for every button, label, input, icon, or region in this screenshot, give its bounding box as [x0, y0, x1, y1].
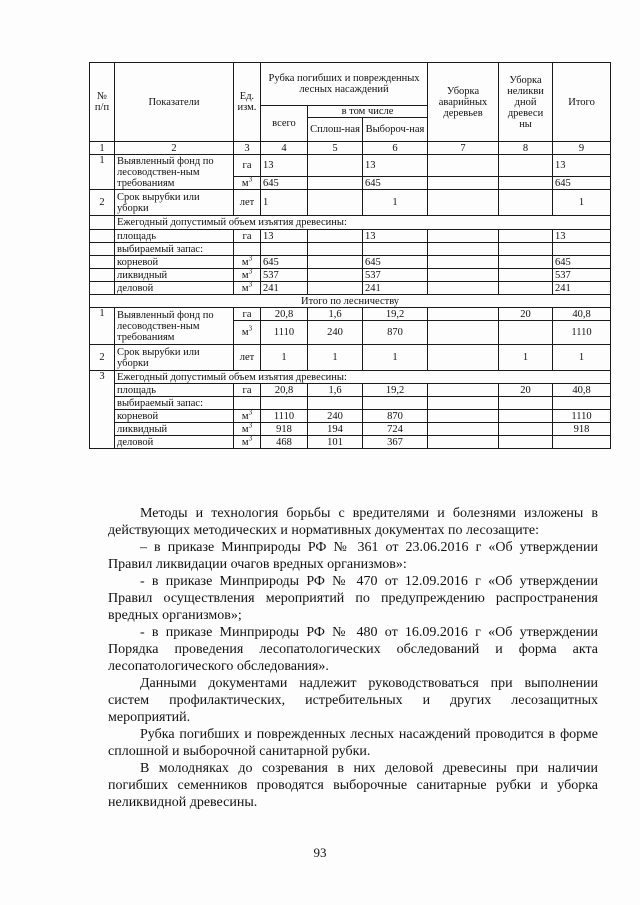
- table-row: [90, 155, 611, 177]
- unit-cell: га: [234, 308, 261, 321]
- value-cell: 13: [363, 230, 428, 243]
- header-salvage: Уборка аварийных деревьев: [428, 63, 499, 142]
- unit-text: м: [241, 436, 249, 448]
- row-num: [90, 216, 115, 230]
- value-cell: 1: [363, 345, 428, 371]
- paragraph: Рубка погибших и поврежденных лесных насаждений проводится в форме сплошной и выборочной санитарной рубки.: [108, 727, 598, 759]
- table-row: [90, 243, 611, 256]
- page-number: 93: [313, 845, 327, 860]
- value-cell: 40,8: [553, 308, 611, 321]
- paragraph: - в приказе Минприроды РФ № 480 от 16.09.2016 г «Об утверждении Порядка проведения лесопатологических обследований и форма акта лесопатологического обследования».: [108, 625, 598, 674]
- value-cell: [428, 436, 499, 449]
- value-cell: 367: [363, 436, 428, 449]
- value-cell: 1: [261, 190, 308, 216]
- unit-cell: га: [234, 230, 261, 243]
- row-label: площадь: [115, 384, 234, 397]
- row-label: площадь: [115, 230, 234, 243]
- unit-cell: лет: [234, 345, 261, 371]
- row-num: 1: [90, 308, 115, 345]
- value-cell: 40,8: [553, 384, 611, 397]
- value-cell: [428, 155, 499, 177]
- value-cell: [308, 269, 363, 282]
- value-cell: 101: [308, 436, 363, 449]
- value-cell: [308, 397, 363, 410]
- row-num: [90, 230, 115, 243]
- value-cell: [308, 256, 363, 269]
- paragraph: – в приказе Минприроды РФ № 361 от 23.06.2016 г «Об утверждении Правил ликвидации очагов вредных организмов»:: [108, 540, 598, 572]
- value-cell: 870: [363, 321, 428, 345]
- unit-text: м: [241, 423, 249, 435]
- header-clear: Сплош-ная: [308, 118, 363, 142]
- paragraph: Данными документами надлежит руководствоваться при выполнении систем профилактических, истребительных и других лесозащитных мероприятий.: [108, 676, 598, 725]
- value-cell: [553, 397, 611, 410]
- header-indicator: Показатели: [115, 63, 234, 142]
- table-row: [90, 230, 611, 243]
- unit-cell: [234, 256, 261, 269]
- col-number: 3: [234, 142, 261, 155]
- row-label: ликвидный: [115, 423, 234, 436]
- row-label: корневой: [115, 256, 234, 269]
- row-label: корневой: [115, 410, 234, 423]
- value-cell: 1,6: [308, 308, 363, 321]
- table-row: [90, 410, 611, 423]
- value-cell: 537: [553, 269, 611, 282]
- unit-text: м: [241, 256, 249, 268]
- row-label: деловой: [115, 436, 234, 449]
- value-cell: 13: [363, 155, 428, 177]
- table-row: [90, 216, 611, 230]
- value-cell: [499, 190, 553, 216]
- value-cell: 13: [261, 155, 308, 177]
- row-num: [90, 269, 115, 282]
- header-selective: Выбороч-ная: [363, 118, 428, 142]
- unit-cell: [234, 436, 261, 449]
- value-cell: 1: [308, 345, 363, 371]
- value-cell: 645: [261, 256, 308, 269]
- value-cell: [363, 397, 428, 410]
- value-cell: 645: [363, 256, 428, 269]
- value-cell: [499, 230, 553, 243]
- header-total: всего: [261, 106, 308, 142]
- value-cell: 19,2: [363, 308, 428, 321]
- row-num: 3: [90, 371, 115, 449]
- value-cell: 468: [261, 436, 308, 449]
- value-cell: [499, 321, 553, 345]
- value-cell: 13: [553, 155, 611, 177]
- body-text: [108, 505, 598, 811]
- row-label: Выявленный фонд по лесоводствен-ным требованиям: [115, 155, 234, 190]
- unit-superscript: 3: [248, 176, 253, 183]
- value-cell: [553, 436, 611, 449]
- value-cell: 537: [363, 269, 428, 282]
- table-row: [90, 269, 611, 282]
- value-cell: [428, 243, 499, 256]
- unit-cell: [234, 423, 261, 436]
- row-label: Срок вырубки или уборки: [115, 345, 234, 371]
- value-cell: [499, 155, 553, 177]
- unit-cell: га: [234, 155, 261, 177]
- row-num: [90, 282, 115, 295]
- table-row: [90, 256, 611, 269]
- value-cell: 1: [261, 345, 308, 371]
- unit-cell: [234, 282, 261, 295]
- col-number: 6: [363, 142, 428, 155]
- row-label: Выявленный фонд по лесоводствен-ным требованиям: [115, 308, 234, 345]
- value-cell: 241: [363, 282, 428, 295]
- value-cell: 20: [499, 384, 553, 397]
- row-label: выбираемый запас:: [115, 243, 234, 256]
- value-cell: [428, 190, 499, 216]
- annual-volume-label: Ежегодный допустимый объем изъятия древесины:: [115, 216, 611, 230]
- value-cell: [308, 190, 363, 216]
- paragraph: В молодняках до созревания в них деловой древесины при наличии погибших семенников проводятся выборочные санитарные рубки и уборка неликвидной древесины.: [108, 761, 598, 810]
- header-itogo: Итого: [553, 63, 611, 142]
- value-cell: 20: [499, 308, 553, 321]
- value-cell: [363, 243, 428, 256]
- unit-superscript: 3: [248, 255, 253, 262]
- table-row: [90, 190, 611, 216]
- header-including: в том числе: [308, 106, 428, 118]
- value-cell: 240: [308, 321, 363, 345]
- value-cell: [499, 282, 553, 295]
- col-number: 5: [308, 142, 363, 155]
- value-cell: 870: [363, 410, 428, 423]
- col-number: 1: [90, 142, 115, 155]
- value-cell: 645: [553, 177, 611, 190]
- col-number: 8: [499, 142, 553, 155]
- row-label: выбираемый запас:: [115, 397, 234, 410]
- unit-cell: [234, 177, 261, 190]
- value-cell: [499, 243, 553, 256]
- value-cell: 241: [553, 282, 611, 295]
- value-cell: [553, 243, 611, 256]
- value-cell: 241: [261, 282, 308, 295]
- table-row: [90, 308, 611, 321]
- value-cell: 1: [553, 190, 611, 216]
- value-cell: [428, 308, 499, 321]
- value-cell: [308, 177, 363, 190]
- value-cell: [499, 436, 553, 449]
- unit-superscript: 3: [248, 268, 253, 275]
- header-nonmerch: Уборка неликви дной древеси ны: [499, 63, 553, 142]
- table-row: [90, 282, 611, 295]
- value-cell: 1: [499, 345, 553, 371]
- value-cell: 1: [363, 190, 428, 216]
- value-cell: 13: [553, 230, 611, 243]
- subtotal-row: [90, 295, 611, 308]
- value-cell: [308, 282, 363, 295]
- unit-superscript: 3: [248, 435, 253, 442]
- table-row: [90, 397, 611, 410]
- row-num: 2: [90, 190, 115, 216]
- value-cell: 194: [308, 423, 363, 436]
- unit-cell: лет: [234, 190, 261, 216]
- unit-text: м: [241, 410, 249, 422]
- value-cell: [499, 410, 553, 423]
- col-number: 7: [428, 142, 499, 155]
- value-cell: [499, 423, 553, 436]
- value-cell: 724: [363, 423, 428, 436]
- value-cell: 645: [553, 256, 611, 269]
- value-cell: [308, 155, 363, 177]
- paragraph: Методы и технология борьбы с вредителями и болезнями изложены в действующих методических и нормативных документах по лесозащите:: [108, 506, 598, 538]
- unit-cell: га: [234, 384, 261, 397]
- value-cell: [428, 230, 499, 243]
- row-num: 2: [90, 345, 115, 371]
- value-cell: [428, 397, 499, 410]
- value-cell: 1110: [553, 321, 611, 345]
- value-cell: 918: [261, 423, 308, 436]
- value-cell: 918: [553, 423, 611, 436]
- unit-cell: [234, 243, 261, 256]
- table-row: [90, 384, 611, 397]
- value-cell: 1110: [261, 321, 308, 345]
- paragraph: - в приказе Минприроды РФ № 470 от 12.09.2016 г «Об утверждении Правил осуществления мероприятий по предупреждению распространения вредных организмов»;: [108, 574, 598, 623]
- value-cell: 645: [363, 177, 428, 190]
- value-cell: [428, 269, 499, 282]
- unit-superscript: 3: [248, 281, 253, 288]
- col-number: 4: [261, 142, 308, 155]
- value-cell: [261, 243, 308, 256]
- value-cell: [499, 269, 553, 282]
- value-cell: [308, 243, 363, 256]
- value-cell: [428, 177, 499, 190]
- value-cell: [428, 384, 499, 397]
- subtotal-title: Итого по лесничеству: [90, 295, 611, 308]
- unit-text: м: [241, 269, 249, 281]
- unit-cell: [234, 410, 261, 423]
- unit-cell: [234, 397, 261, 410]
- value-cell: [499, 256, 553, 269]
- header-cutting: Рубка погибших и поврежденных лесных насаждений: [261, 63, 428, 106]
- value-cell: [428, 423, 499, 436]
- value-cell: 20,8: [261, 308, 308, 321]
- unit-text: м: [241, 282, 249, 294]
- unit-text: м: [241, 327, 249, 338]
- table-row: [90, 436, 611, 449]
- table-row: [90, 345, 611, 371]
- value-cell: 20,8: [261, 384, 308, 397]
- unit-cell: [234, 321, 261, 345]
- value-cell: [428, 282, 499, 295]
- unit-cell: [234, 269, 261, 282]
- value-cell: [428, 256, 499, 269]
- row-num: 1: [90, 155, 115, 190]
- value-cell: [428, 321, 499, 345]
- unit-text: м: [241, 177, 249, 189]
- row-num: [90, 243, 115, 256]
- value-cell: 1: [553, 345, 611, 371]
- row-label: Срок вырубки или уборки: [115, 190, 234, 216]
- unit-superscript: 3: [248, 324, 253, 333]
- value-cell: 19,2: [363, 384, 428, 397]
- value-cell: 1,6: [308, 384, 363, 397]
- value-cell: [308, 230, 363, 243]
- annual-volume-label: Ежегодный допустимый объем изъятия древесины:: [115, 371, 611, 384]
- column-number-row: [90, 142, 611, 155]
- value-cell: [499, 177, 553, 190]
- value-cell: [428, 410, 499, 423]
- table-header-row: [90, 63, 611, 106]
- row-label: ликвидный: [115, 269, 234, 282]
- row-label: деловой: [115, 282, 234, 295]
- unit-superscript: 3: [248, 422, 253, 429]
- value-cell: [261, 397, 308, 410]
- col-number: 9: [553, 142, 611, 155]
- value-cell: 537: [261, 269, 308, 282]
- value-cell: [428, 345, 499, 371]
- value-cell: [499, 397, 553, 410]
- value-cell: 645: [261, 177, 308, 190]
- value-cell: 13: [261, 230, 308, 243]
- row-num: [90, 256, 115, 269]
- unit-superscript: 3: [248, 409, 253, 416]
- logging-table: [89, 62, 611, 449]
- value-cell: 1110: [261, 410, 308, 423]
- header-num: № п/п: [90, 63, 115, 142]
- header-unit: Ед. изм.: [234, 63, 261, 142]
- col-number: 2: [115, 142, 234, 155]
- table-row: [90, 371, 611, 384]
- value-cell: 240: [308, 410, 363, 423]
- value-cell: 1110: [553, 410, 611, 423]
- table-row: [90, 423, 611, 436]
